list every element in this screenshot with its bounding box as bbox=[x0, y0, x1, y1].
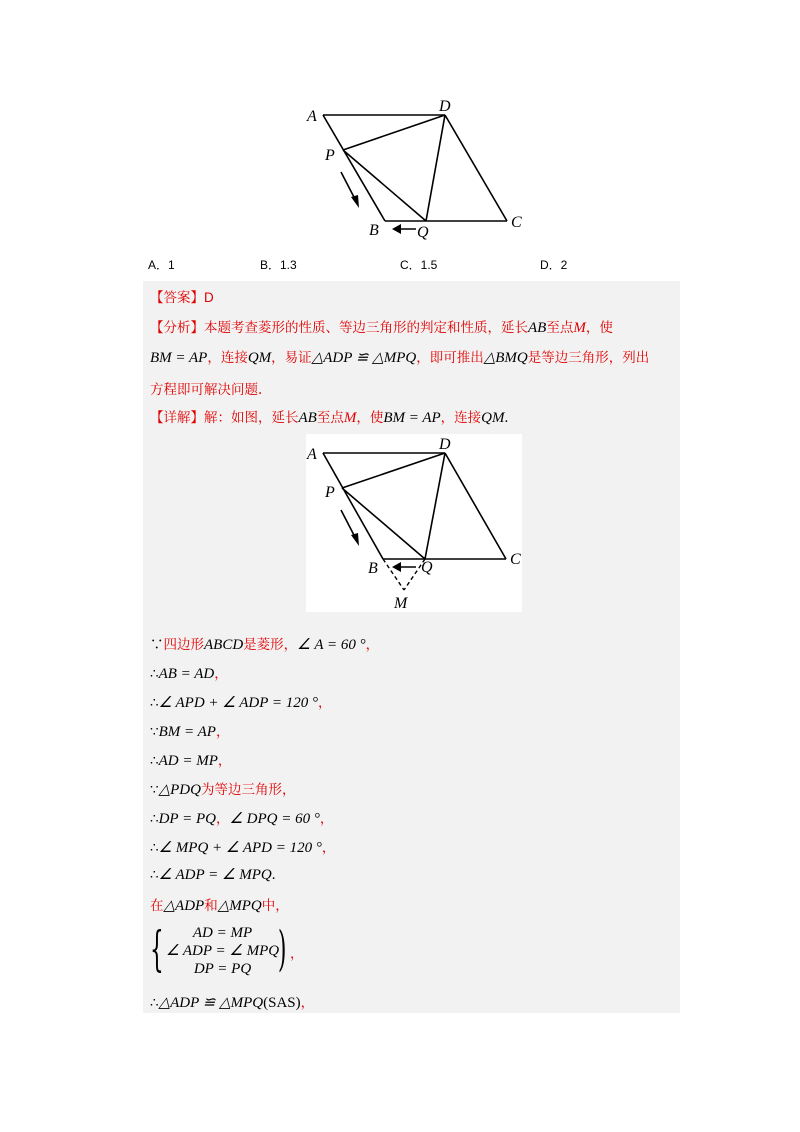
step-text: ， bbox=[365, 637, 380, 653]
math-bm-ap: BM = AP bbox=[383, 410, 441, 426]
analysis-text: 是等边三角形，列出 bbox=[527, 350, 650, 366]
math-qm: QM bbox=[481, 410, 505, 426]
step-text: ， bbox=[217, 753, 232, 769]
math-ab: AB bbox=[298, 410, 317, 426]
analysis-line-2 bbox=[150, 346, 649, 367]
detail-text: ，使 bbox=[356, 410, 384, 426]
math-bm-ap: BM = AP bbox=[150, 350, 208, 366]
detail-tag: 【详解】 bbox=[150, 410, 204, 426]
step-10 bbox=[150, 894, 289, 915]
math-ad-mp: AD = MP bbox=[158, 753, 218, 769]
sas-label: (SAS) bbox=[263, 995, 301, 1011]
analysis-line-1 bbox=[150, 316, 613, 337]
step-text: ， bbox=[317, 695, 332, 711]
math-pdq: △PDQ bbox=[158, 782, 201, 798]
math-bmq: △BMQ bbox=[483, 350, 528, 366]
label-B: B bbox=[368, 560, 378, 577]
therefore-symbol: ∴ bbox=[150, 753, 159, 769]
math-dp-pq: DP = PQ bbox=[158, 811, 216, 827]
detail-text: . bbox=[504, 410, 509, 426]
step-3 bbox=[150, 691, 331, 712]
math-mpq: △MPQ bbox=[217, 898, 262, 914]
therefore-symbol: ∴ bbox=[150, 840, 159, 856]
step-text: ， bbox=[290, 946, 304, 962]
label-P: P bbox=[325, 484, 335, 501]
math-bm-ap: BM = AP bbox=[158, 724, 216, 740]
step-text: 是菱形， bbox=[243, 637, 298, 653]
option-b: B．1.3 bbox=[260, 258, 297, 272]
step-text: . bbox=[271, 867, 276, 883]
step-text: ， bbox=[319, 811, 334, 827]
detail-text: 解：如图，延长 bbox=[204, 410, 299, 426]
therefore-symbol: ∴ bbox=[150, 867, 159, 883]
step-4 bbox=[150, 720, 229, 741]
option-c: C．1.5 bbox=[400, 258, 438, 272]
step-7 bbox=[150, 807, 333, 828]
option-d: D．2 bbox=[540, 258, 568, 272]
math-congruent: △ADP ≌ △MPQ bbox=[158, 995, 264, 1011]
math-angles-sum-2: ∠ MPQ + ∠ APD = 120 ° bbox=[158, 840, 322, 856]
analysis-text: ，使 bbox=[585, 320, 613, 336]
step-8 bbox=[150, 836, 335, 857]
math-angle-equal: ∠ ADP = ∠ MPQ bbox=[158, 867, 272, 883]
therefore-symbol: ∴ bbox=[150, 995, 159, 1011]
option-a: A．1 bbox=[148, 258, 175, 272]
math-angle-a: ∠ A = 60 ° bbox=[297, 637, 366, 653]
label-Q: Q bbox=[417, 224, 429, 241]
step-text: 为等边三角形， bbox=[200, 782, 296, 798]
step-5 bbox=[150, 749, 231, 770]
answer-value: D bbox=[204, 290, 214, 305]
math-ab: AB bbox=[528, 320, 547, 336]
step-1 bbox=[150, 633, 379, 654]
math-m: M bbox=[573, 320, 586, 336]
detail-text: 至点 bbox=[316, 410, 344, 426]
answer-line bbox=[150, 286, 214, 306]
label-C: C bbox=[511, 214, 522, 231]
detail-line bbox=[150, 406, 508, 427]
math-angles-sum: ∠ APD + ∠ ADP = 120 ° bbox=[158, 695, 318, 711]
label-D: D bbox=[439, 98, 451, 115]
therefore-symbol: ∴ bbox=[150, 666, 159, 682]
system-rows bbox=[160, 921, 287, 978]
step-text: 中， bbox=[261, 898, 289, 914]
system-row-3: DP = PQ bbox=[193, 961, 252, 977]
therefore-symbol: ∴ bbox=[150, 811, 159, 827]
analysis-tag: 【分析】 bbox=[150, 320, 204, 336]
detail-text: ，连接 bbox=[440, 410, 482, 426]
therefore-symbol: ∴ bbox=[150, 695, 159, 711]
system-row-1: AD = MP bbox=[192, 925, 253, 941]
down-arrow-icon bbox=[351, 195, 359, 208]
right-brace: ) bbox=[278, 921, 287, 977]
label-B: B bbox=[369, 222, 379, 239]
answer-tag: 【答案】 bbox=[150, 290, 204, 306]
math-ab-ad: AB = AD bbox=[158, 666, 215, 682]
step-text: ， bbox=[321, 840, 336, 856]
label-A: A bbox=[307, 108, 317, 125]
label-M: M bbox=[394, 595, 408, 612]
answer-options bbox=[148, 256, 668, 272]
left-brace: { bbox=[150, 921, 164, 977]
step-9 bbox=[150, 865, 275, 884]
step-2 bbox=[150, 662, 228, 683]
analysis-text: ，易证 bbox=[271, 350, 312, 366]
step-text: ， bbox=[214, 666, 228, 682]
label-Q: Q bbox=[421, 559, 433, 576]
left-arrow-icon bbox=[392, 224, 401, 234]
label-A: A bbox=[307, 446, 317, 463]
label-P: P bbox=[325, 147, 335, 164]
step-6 bbox=[150, 778, 295, 799]
math-angle-dpq: ∠ DPQ = 60 ° bbox=[229, 811, 320, 827]
step-11 bbox=[150, 991, 314, 1012]
label-D: D bbox=[439, 436, 451, 453]
because-symbol: ∵ bbox=[150, 782, 159, 798]
equation-system bbox=[150, 921, 304, 980]
step-text: ， bbox=[215, 811, 230, 827]
rhombus-figure-top bbox=[300, 92, 540, 242]
analysis-text: 至点 bbox=[546, 320, 574, 336]
step-text: 和 bbox=[204, 898, 218, 914]
step-text: ， bbox=[300, 995, 315, 1011]
because-symbol: ∵ bbox=[150, 637, 164, 653]
math-qm: QM bbox=[247, 350, 272, 366]
analysis-line-3 bbox=[150, 378, 262, 398]
math-m: M bbox=[343, 410, 357, 426]
analysis-text: 方程即可解决问题. bbox=[150, 382, 263, 398]
rhombus-figure-solution bbox=[306, 434, 522, 612]
math-congruent: △ADP ≌ △MPQ bbox=[311, 350, 417, 366]
analysis-text: ，即可推出 bbox=[416, 350, 484, 366]
analysis-text: 本题考查菱形的性质、等边三角形的判定和性质，延长 bbox=[204, 320, 528, 336]
math-abcd: ABCD bbox=[204, 637, 244, 653]
analysis-text: ，连接 bbox=[207, 350, 248, 366]
step-text: 四边形 bbox=[163, 637, 204, 653]
label-C: C bbox=[510, 551, 521, 568]
system-row-2: ∠ ADP = ∠ MPQ bbox=[165, 943, 280, 959]
step-text: ， bbox=[215, 724, 230, 740]
because-symbol: ∵ bbox=[150, 724, 159, 740]
math-adp: △ADP bbox=[163, 898, 205, 914]
step-text: 在 bbox=[150, 898, 164, 914]
